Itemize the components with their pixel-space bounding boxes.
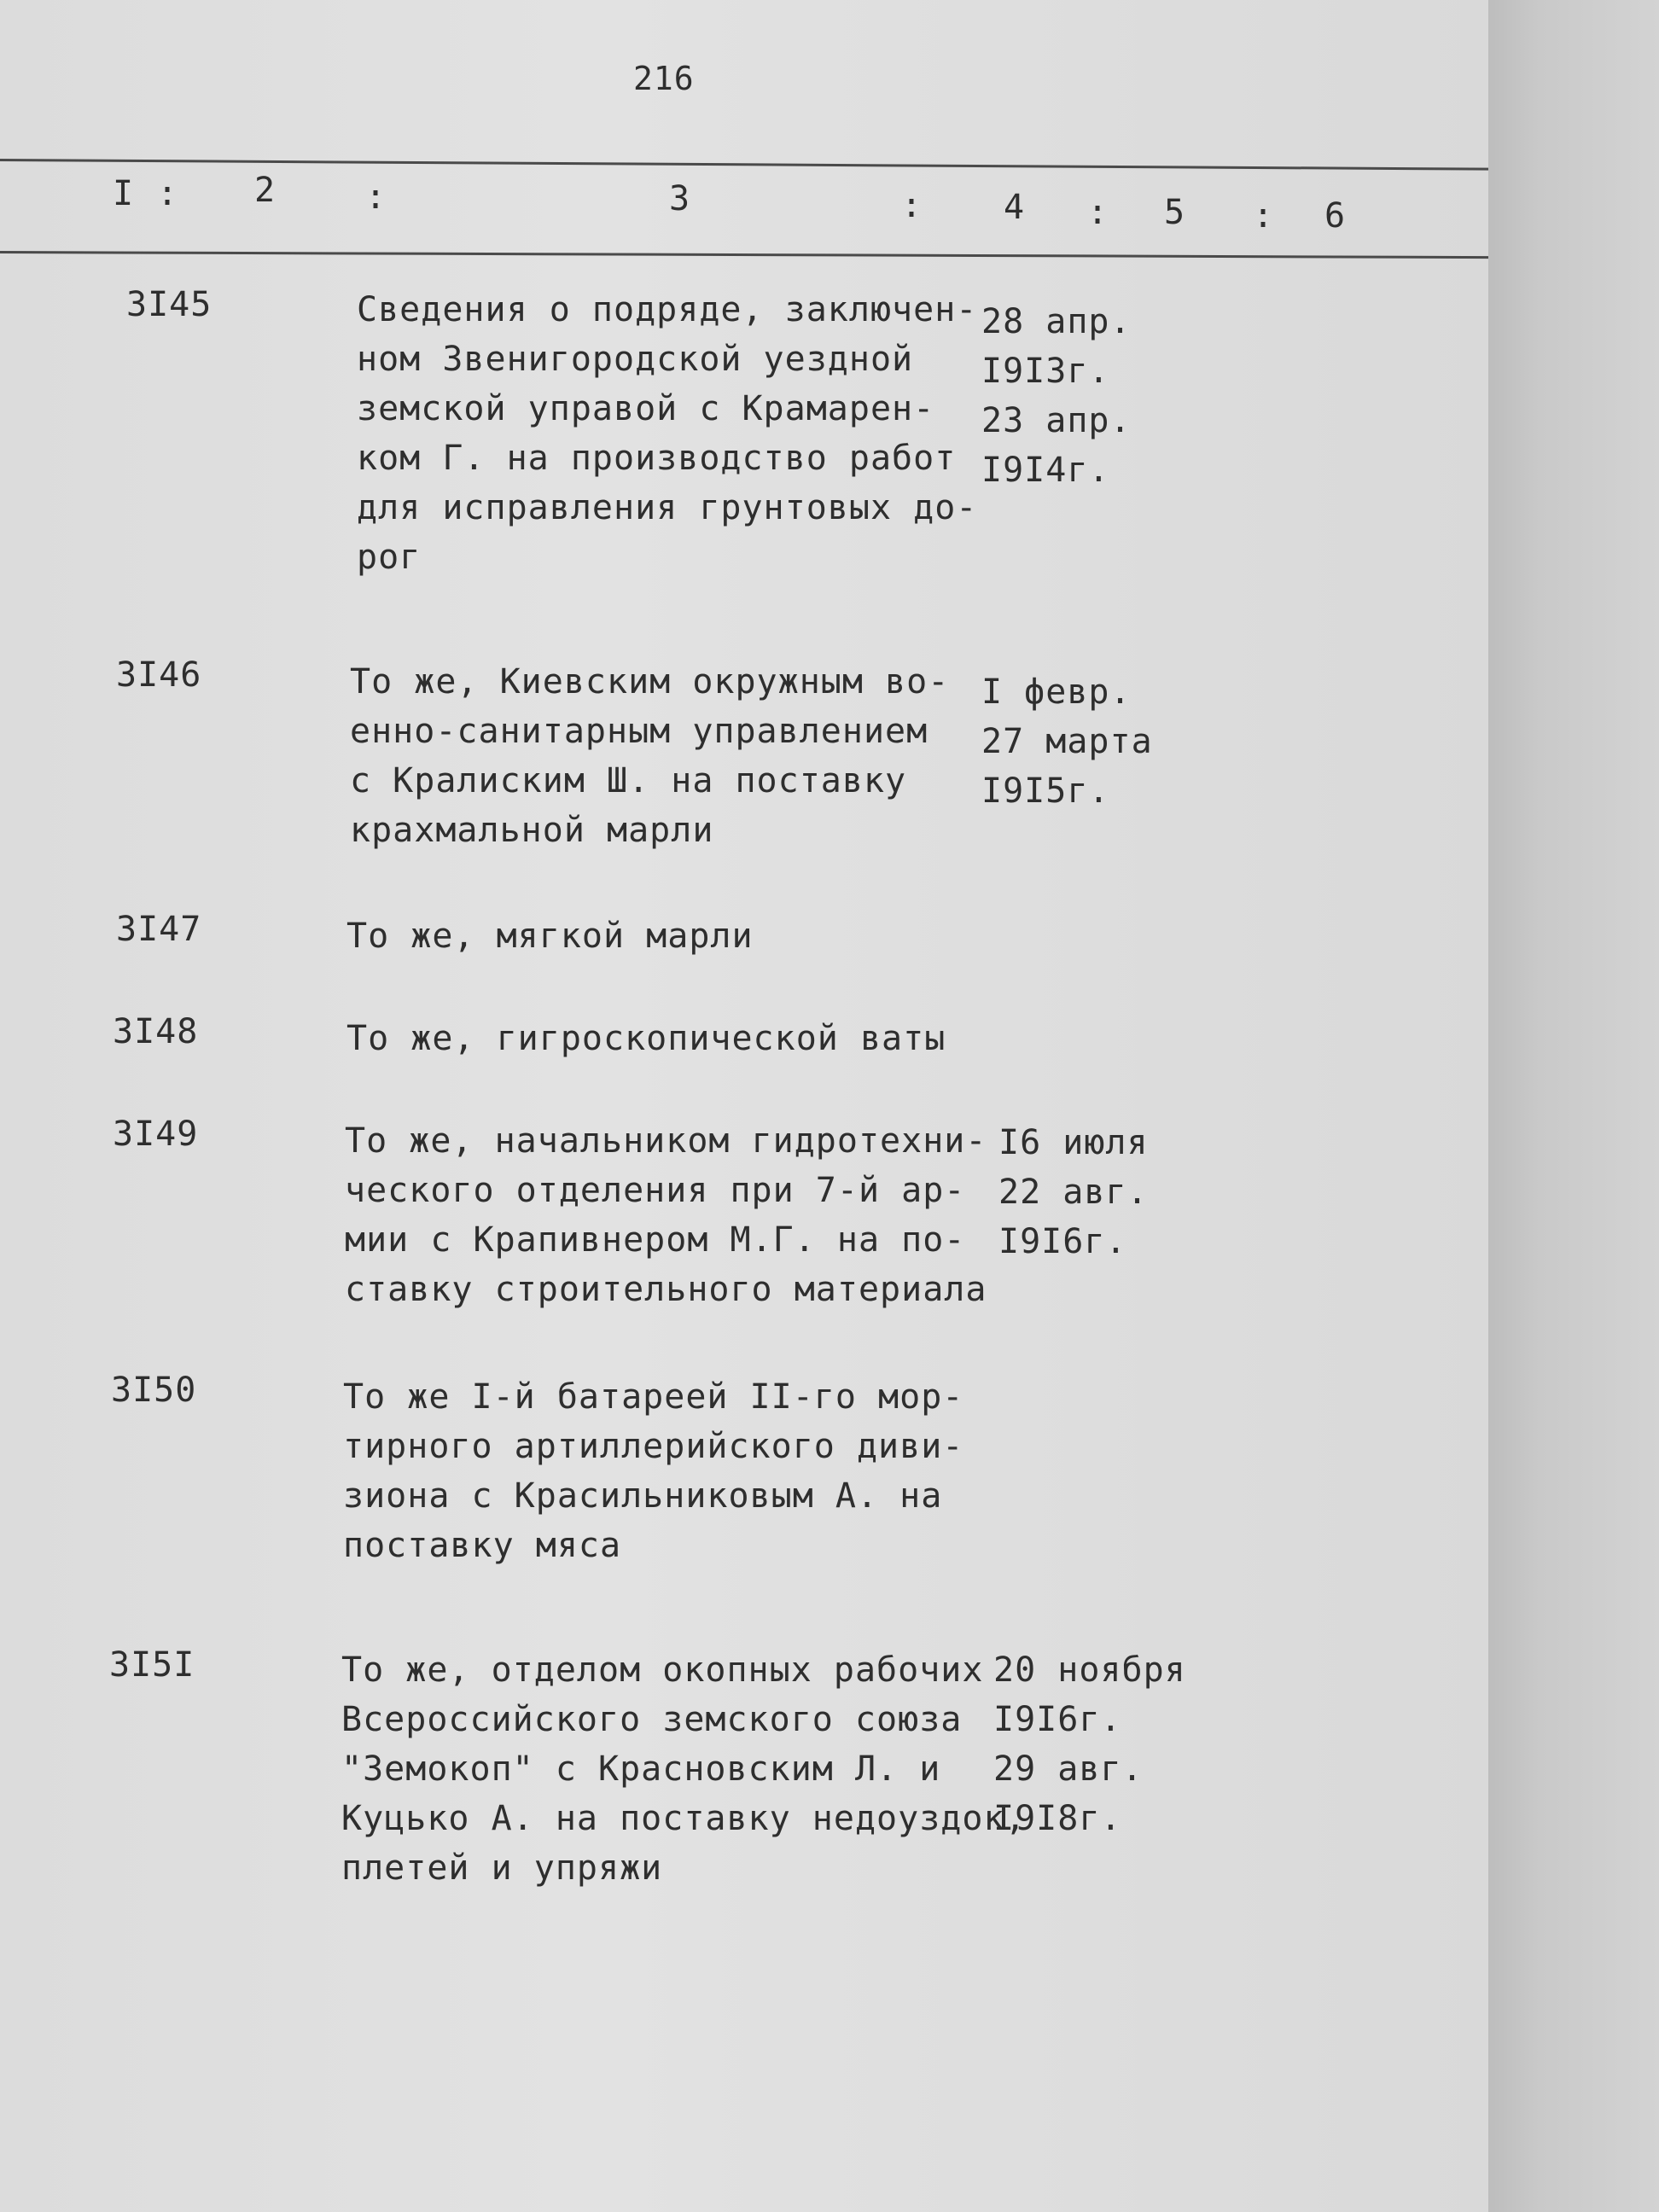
column-header-2: 2 (254, 171, 276, 210)
entry-number: 3I48 (113, 1012, 199, 1051)
entry-number: 3I50 (111, 1371, 197, 1410)
column-separator: : (365, 178, 387, 217)
entry-dates: 28 апр. I9I3г. 23 апр. I9I4г. (981, 302, 1132, 490)
column-header-1: I (113, 174, 134, 213)
header-rule-bottom (0, 251, 1492, 259)
column-separator: : (1087, 193, 1109, 232)
column-header-3: 3 (669, 179, 690, 218)
entry-dates: I6 июля 22 авг. I9I6г. (998, 1123, 1149, 1261)
entry-description: То же, Киевским окружным во- енно-санитарным управлением с Кралиским Ш. на поставку крахмальной марли (350, 662, 950, 850)
header-rule-top (0, 159, 1492, 171)
entry-number: 3I46 (116, 655, 202, 695)
entry-description: То же, отделом окопных рабочих Всероссийского земского союза "Земокоп" с Красновским Л. и Куцько А. на поставку недоуздок, плетей и упряжи (341, 1650, 1027, 1888)
column-separator: : (157, 174, 178, 213)
page-edge-shadow (1488, 0, 1659, 2212)
column-header-6: 6 (1324, 196, 1346, 236)
entry-description: То же I-й батареей II-го мор- тирного артиллерийского диви- зиона с Красильниковым А. на поставку мяса (343, 1377, 964, 1565)
entry-number: 3I45 (126, 285, 212, 324)
page-number: 216 (633, 60, 695, 97)
entry-number: 3I47 (116, 910, 202, 949)
entry-number: 3I5I (109, 1645, 195, 1685)
column-header-4: 4 (1004, 188, 1025, 227)
column-separator: : (901, 186, 923, 225)
column-header-5: 5 (1164, 193, 1185, 232)
entry-description: То же, мягкой марли (346, 917, 754, 956)
entry-dates: 20 ноября I9I6г. 29 авг. I9I8г. (993, 1650, 1186, 1838)
entry-description: То же, начальником гидротехни- ческого отделения при 7-й ар- мии с Крапивнером М.Г. на по- ставку строительного материала (345, 1121, 987, 1309)
entry-dates: I февр. 27 марта I9I5г. (981, 672, 1153, 811)
entry-number: 3I49 (113, 1115, 199, 1154)
entry-description: То же, гигроскопической ваты (346, 1019, 946, 1058)
entry-description: Сведения о подряде, заключен- ном Звенигородской уездной земской управой с Крамарен- ком Г. на производство работ для исправления грунтовых до- рог (357, 290, 978, 577)
column-separator: : (1253, 196, 1274, 236)
